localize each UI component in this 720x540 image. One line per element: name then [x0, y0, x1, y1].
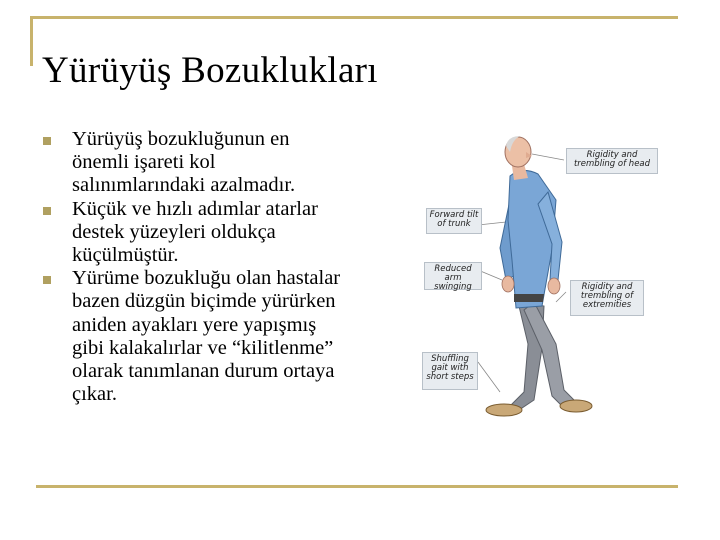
bullet-text: Yürüme bozukluğu olan hastalar bazen düzgün biçimde yürürken aniden ayakları yere yapışmış gibi kalakalırlar ve “kilitlenme” olarak tanımlanan durum ortaya çıkar. — [72, 267, 341, 406]
square-bullet-icon — [43, 276, 51, 284]
square-bullet-icon — [43, 207, 51, 215]
bullet-list — [42, 128, 342, 406]
callout-reduced-arm-swing: Reduced arm swinging — [424, 262, 482, 290]
slide-title: Yürüyüş Bozuklukları — [42, 49, 378, 91]
bullet-text: Küçük ve hızlı adımlar atarlar destek yüzeyleri oldukça küçülmüştür. — [72, 197, 318, 267]
bullet-item — [42, 128, 342, 198]
callout-rigidity-head: Rigidity and trembling of head — [566, 148, 658, 174]
frame-bottom-line — [36, 485, 678, 488]
frame-left-line — [30, 16, 33, 66]
frame-top-line — [30, 16, 678, 19]
bullet-item — [42, 198, 342, 268]
square-bullet-icon — [43, 137, 51, 145]
parkinsonian-gait-illustration — [416, 130, 672, 434]
bullet-item — [42, 267, 342, 406]
callout-shuffling-gait: Shuffling gait with short steps — [422, 352, 478, 390]
callout-forward-tilt: Forward tilt of trunk — [426, 208, 482, 234]
callout-rigidity-extremities: Rigidity and trembling of extremities — [570, 280, 644, 316]
bullet-text: Yürüyüş bozukluğunun en önemli işareti kol salınımlarındaki azalmadır. — [72, 128, 296, 197]
